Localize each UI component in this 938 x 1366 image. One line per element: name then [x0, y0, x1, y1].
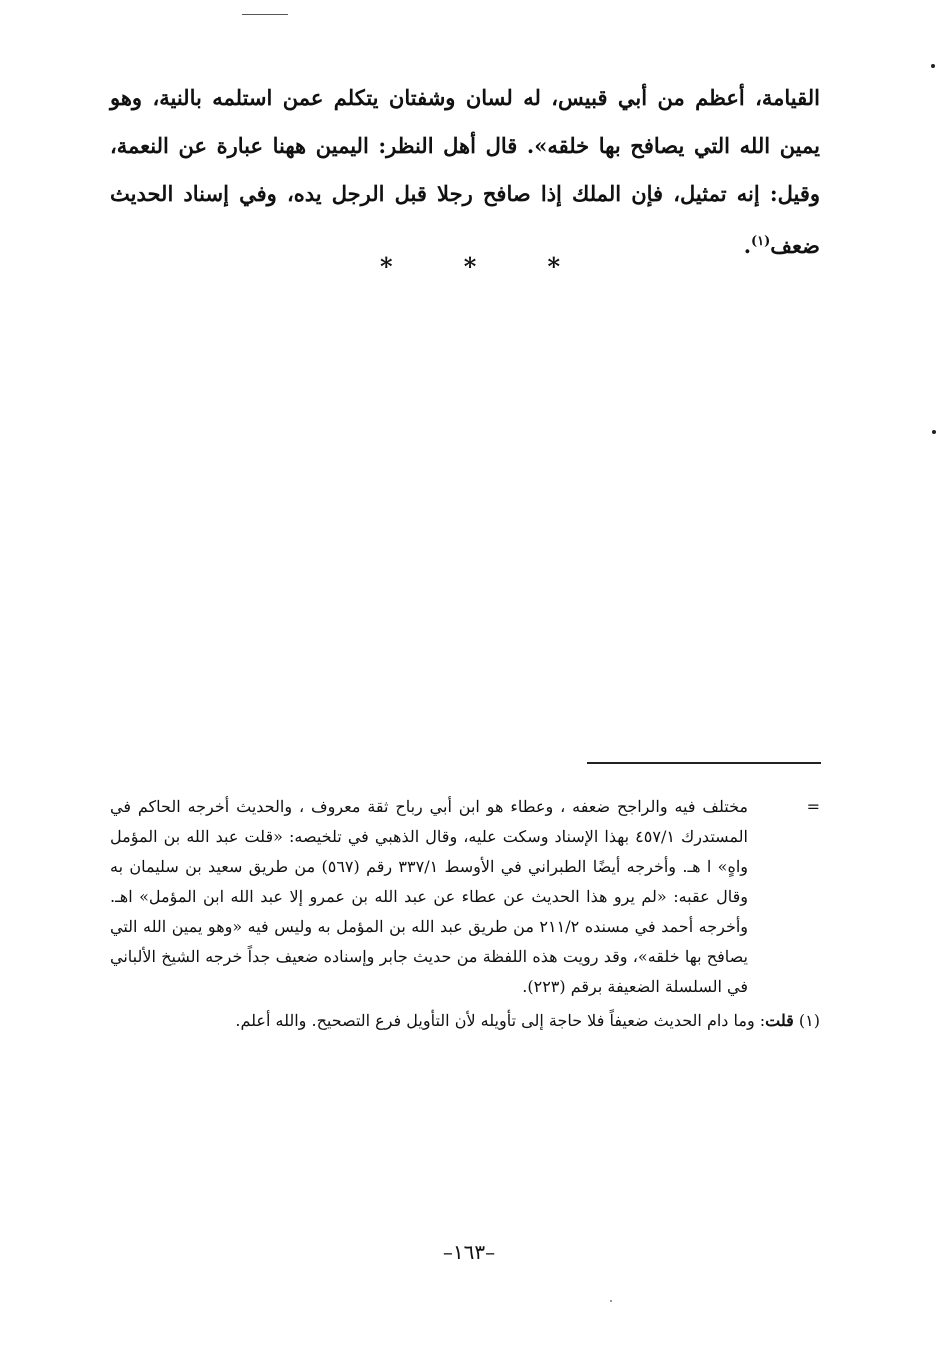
page-number: –١٦٣– [442, 1240, 496, 1264]
section-separator [380, 252, 560, 281]
scan-dot [932, 430, 936, 434]
separator-asterisk: * [380, 252, 393, 281]
footnote-continuation-text: مختلف فيه والراجح ضعفه ، وعطاء هو ابن أبي رباح ثقة معروف ، والحديث أخرجه الحاكم في المستدرك ٤٥٧/١ بهذا الإسناد وسكت عليه، وقال الذهبي في تلخيصه: «قلت عبد الله بن المؤمل واهٍ» ا هـ. وأخرجه أيضًا الطبراني في الأوسط ٣٣٧/١ رقم (٥٦٧) من طريق سعيد بن سليمان به وقال عقبه: «لم يرو هذا الحديث عن عطاء عن عبد الله بن عمرو إلا عبد الله ابن المؤمل» اهـ. وأخرجه أحمد في مسنده ٢١١/٢ من طريق عبد الله بن المؤمل به وليس فيه «وهو يمين الله التي يصافح بها خلقه»، وقد رويت هذه اللفظة من حديث جابر وإسناده ضعيف جداً خرجه الشيخ الألباني في السلسلة الضعيفة برقم (٢٢٣). [110, 797, 749, 996]
footnote-lead: قلت [765, 1011, 794, 1030]
continuation-marker: = [806, 797, 820, 816]
footnote-divider [587, 762, 821, 764]
main-paragraph-end: . [743, 233, 751, 258]
footnotes [110, 792, 820, 1036]
separator-asterisk: * [463, 252, 477, 281]
footnote-continuation [110, 792, 820, 1002]
separator-asterisk: * [547, 252, 560, 281]
footnote-text: : وما دام الحديث ضعيفاً فلا حاجة إلى تأويله لأن التأويل فرع التصحيح. والله أعلم. [235, 1011, 766, 1030]
main-paragraph [110, 74, 820, 270]
main-paragraph-text: القيامة، أعظم من أبي قبيس، له لسان وشفتان يتكلم عمن استلمه بالنية، وهو يمين الله التي يصافح بها خلقه». قال أهل النظر: اليمين ههنا عبارة عن النعمة، وقيل: إنه تمثيل، فإن الملك إذا صافح رجلا قبل الرجل يده، وفي إسناد الحديث ضعف [110, 85, 820, 258]
scan-speck [610, 1300, 612, 1302]
scan-dot [931, 64, 935, 68]
footnote-item [110, 1006, 820, 1036]
main-text [110, 74, 820, 270]
footnote-number: (١) [798, 1011, 820, 1030]
scan-mark [242, 14, 288, 15]
footnote-reference[interactable]: (١) [751, 234, 771, 249]
